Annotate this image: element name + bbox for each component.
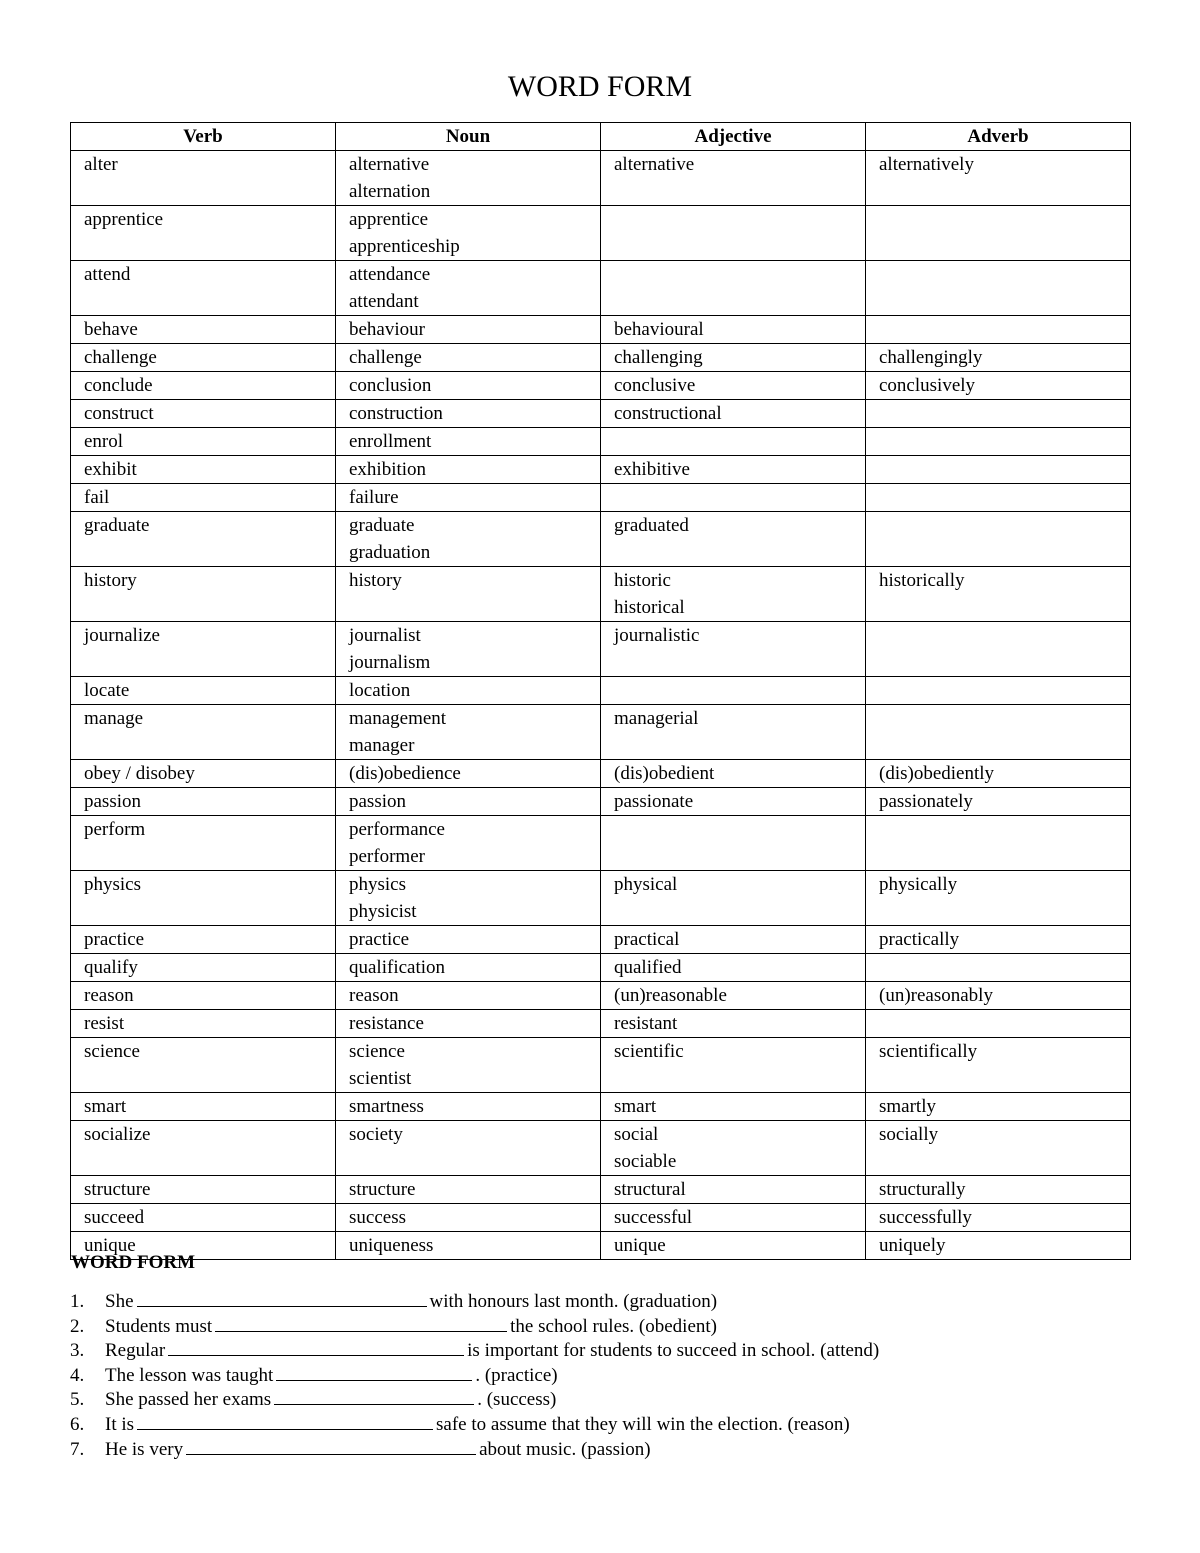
word-noun: failure [349,487,399,508]
word-noun: performance [349,819,445,840]
answer-blank [274,1388,474,1405]
table-cell-noun [336,567,601,622]
table-cell-verb [71,456,336,484]
word-verb: alter [84,154,118,175]
word-adverb: successfully [879,1207,972,1228]
table-cell-noun [336,1176,601,1204]
word-adverb: scientifically [879,1041,978,1062]
word-noun: journalist [349,625,421,646]
table-cell-adverb [866,816,1131,871]
word-verb: perform [84,819,146,840]
answer-blank [215,1315,507,1332]
word-noun: scientist [349,1068,412,1089]
table-cell-noun [336,788,601,816]
exercise-item [70,1339,1130,1364]
table-cell-adverb [866,926,1131,954]
table-cell-adjective [601,567,866,622]
table-cell-verb [71,372,336,400]
table-row [71,816,1131,871]
table-cell-adjective [601,344,866,372]
table-cell-adjective [601,1038,866,1093]
table-cell-adverb [866,567,1131,622]
exercise-heading: WORD FORM [71,1252,196,1273]
word-adverb: physically [879,874,958,895]
table-row [71,705,1131,760]
table-cell-verb [71,344,336,372]
table-cell-adjective [601,926,866,954]
word-adjective: journalistic [614,625,700,646]
table-cell-adjective [601,400,866,428]
word-noun: apprenticeship [349,236,460,257]
word-verb: manage [84,708,144,729]
word-noun: challenge [349,347,422,368]
table-cell-noun [336,954,601,982]
word-adjective: resistant [614,1013,678,1034]
table-row [71,982,1131,1010]
table-cell-noun [336,261,601,316]
table-cell-noun [336,1121,601,1176]
table-cell-noun [336,428,601,456]
table-row [71,788,1131,816]
table-cell-adjective [601,316,866,344]
table-row [71,428,1131,456]
exercise-text-after: about music. (passion) [479,1438,651,1460]
word-noun: smartness [349,1096,424,1117]
word-noun: construction [349,403,443,424]
table-cell-verb [71,261,336,316]
word-form-table [70,122,1131,1260]
word-adverb: (dis)obediently [879,763,995,784]
table-cell-noun [336,816,601,871]
word-verb: resist [84,1013,125,1034]
exercise-item [70,1388,1130,1413]
table-cell-adjective [601,456,866,484]
table-row [71,261,1131,316]
word-noun: society [349,1124,403,1145]
word-noun: physics [349,874,406,895]
table-cell-verb [71,1121,336,1176]
table-cell-adverb [866,622,1131,677]
column-header-noun: Noun [336,123,601,151]
word-verb: fail [84,487,110,508]
word-verb: reason [84,985,134,1006]
exercise-text-before: It is [105,1413,135,1435]
word-noun: history [349,570,402,591]
word-noun: alternative [349,154,430,175]
word-verb: qualify [84,957,138,978]
word-adjective: successful [614,1207,693,1228]
word-verb: science [84,1041,140,1062]
word-noun: success [349,1207,406,1228]
table-cell-noun [336,982,601,1010]
table-cell-adverb [866,677,1131,705]
table-cell-adverb [866,760,1131,788]
word-noun: performer [349,846,425,867]
word-noun: exhibition [349,459,427,480]
table-row [71,1176,1131,1204]
word-adjective: sociable [614,1151,677,1172]
table-row [71,1204,1131,1232]
table-cell-adjective [601,982,866,1010]
table-cell-verb [71,151,336,206]
table-cell-verb [71,622,336,677]
table-row [71,760,1131,788]
table-cell-adjective [601,1204,866,1232]
word-noun: qualification [349,957,446,978]
table-cell-verb [71,954,336,982]
word-noun: uniqueness [349,1235,434,1256]
exercise-item [70,1413,1130,1438]
exercise-number: 4. [70,1364,85,1386]
table-cell-adjective [601,677,866,705]
table-cell-noun [336,1232,601,1260]
word-verb: physics [84,874,141,895]
table-cell-verb [71,400,336,428]
table-cell-adverb [866,316,1131,344]
table-cell-noun [336,622,601,677]
table-cell-noun [336,871,601,926]
table-cell-noun [336,206,601,261]
exercise-number: 6. [70,1413,85,1435]
word-adjective: historic [614,570,671,591]
word-adjective: graduated [614,515,689,536]
table-cell-adverb [866,1121,1131,1176]
word-verb: behave [84,319,138,340]
word-adverb: uniquely [879,1235,946,1256]
word-noun: passion [349,791,406,812]
answer-blank [137,1413,433,1430]
table-cell-verb [71,788,336,816]
table-cell-verb [71,1204,336,1232]
table-cell-adjective [601,954,866,982]
table-header-row [71,123,1131,151]
table-cell-adjective [601,1121,866,1176]
exercise-text-before: Students must [105,1315,213,1337]
table-cell-verb [71,1093,336,1121]
table-cell-noun [336,677,601,705]
word-adjective: social [614,1124,659,1145]
word-adjective: smart [614,1096,657,1117]
word-verb: attend [84,264,131,285]
table-cell-adverb [866,151,1131,206]
table-row [71,400,1131,428]
table-cell-verb [71,1038,336,1093]
table-cell-noun [336,926,601,954]
word-adverb: challengingly [879,347,983,368]
exercise-text-before: The lesson was taught [105,1364,274,1386]
table-cell-adverb [866,705,1131,760]
word-adjective: (un)reasonable [614,985,727,1006]
word-verb: locate [84,680,130,701]
word-noun: science [349,1041,405,1062]
word-noun: graduation [349,542,431,563]
word-adjective: managerial [614,708,699,729]
word-verb: history [84,570,137,591]
table-row [71,512,1131,567]
word-verb: enrol [84,431,124,452]
table-cell-adjective [601,705,866,760]
table-cell-noun [336,1204,601,1232]
word-noun: conclusion [349,375,432,396]
word-noun: alternation [349,181,431,202]
word-noun: manager [349,735,415,756]
word-adjective: constructional [614,403,722,424]
word-adjective: practical [614,929,680,950]
table-body [71,151,1131,1260]
table-row [71,1038,1131,1093]
exercise-number: 1. [70,1291,85,1312]
word-noun: journalism [349,652,431,673]
table-cell-adverb [866,512,1131,567]
table-cell-adverb [866,1038,1131,1093]
word-adjective: behavioural [614,319,704,340]
table-cell-verb [71,206,336,261]
word-verb: smart [84,1096,127,1117]
table-cell-adverb [866,1093,1131,1121]
word-adverb: passionately [879,791,973,812]
word-adjective: passionate [614,791,694,812]
word-verb: challenge [84,347,157,368]
answer-blank [137,1290,427,1307]
table-row [71,484,1131,512]
table-cell-noun [336,372,601,400]
table-cell-verb [71,926,336,954]
word-verb: succeed [84,1207,145,1228]
table-cell-verb [71,871,336,926]
table-cell-adverb [866,982,1131,1010]
table-cell-noun [336,1093,601,1121]
exercise-list [70,1290,1130,1462]
table-cell-adjective [601,816,866,871]
exercise-text-before: Regular [105,1340,166,1362]
table-cell-noun [336,316,601,344]
word-noun: reason [349,985,399,1006]
table-cell-adjective [601,1093,866,1121]
word-adverb: alternatively [879,154,974,175]
table-cell-noun [336,1010,601,1038]
table-cell-adjective [601,788,866,816]
table-cell-adverb [866,1010,1131,1038]
table-row [71,1232,1131,1260]
word-noun: (dis)obedience [349,763,461,784]
table-row [71,316,1131,344]
table-cell-adjective [601,484,866,512]
table-cell-verb [71,705,336,760]
table-row [71,1093,1131,1121]
table-cell-verb [71,982,336,1010]
table-cell-adjective [601,206,866,261]
exercise-text-after: . (success) [477,1389,557,1411]
table-row [71,567,1131,622]
word-verb: apprentice [84,209,164,230]
table-cell-adjective [601,261,866,316]
word-verb: passion [84,791,141,812]
table-row [71,926,1131,954]
column-header-verb: Verb [71,123,336,151]
word-adverb: socially [879,1124,939,1145]
exercise-item [70,1364,1130,1389]
word-noun: enrollment [349,431,432,452]
word-verb: journalize [84,625,160,646]
table-cell-adjective [601,1010,866,1038]
word-adverb: practically [879,929,960,950]
table-cell-verb [71,428,336,456]
table-cell-adjective [601,151,866,206]
table-cell-adverb [866,428,1131,456]
table-cell-adverb [866,456,1131,484]
word-adjective: exhibitive [614,459,690,480]
exercise-item [70,1315,1130,1340]
word-verb: practice [84,929,145,950]
word-noun: location [349,680,411,701]
column-header-adjective: Adjective [601,123,866,151]
table-cell-noun [336,760,601,788]
table-cell-verb [71,677,336,705]
table-cell-adjective [601,372,866,400]
table-cell-adjective [601,428,866,456]
column-header-adverb: Adverb [866,123,1131,151]
table-cell-noun [336,344,601,372]
exercise-text-after: is important for students to succeed in school. (attend) [467,1340,880,1362]
exercise-text-before: She passed her exams [105,1389,272,1411]
table-row [71,677,1131,705]
table-row [71,1121,1131,1176]
answer-blank [276,1364,472,1381]
table-cell-adjective [601,1176,866,1204]
word-noun: graduate [349,515,415,536]
word-verb: socialize [84,1124,151,1145]
exercise-number: 7. [70,1438,85,1460]
table-cell-noun [336,705,601,760]
table-cell-noun [336,400,601,428]
table-cell-adverb [866,1176,1131,1204]
word-noun: structure [349,1179,416,1200]
table-row [71,344,1131,372]
table-cell-noun [336,484,601,512]
table-cell-adverb [866,1232,1131,1260]
table-row [71,456,1131,484]
table-cell-adverb [866,954,1131,982]
word-verb: unique [84,1235,136,1256]
exercise-text-after: . (practice) [475,1364,558,1386]
table-cell-verb [71,1176,336,1204]
exercise-text-after: the school rules. (obedient) [510,1315,717,1337]
table-cell-adverb [866,372,1131,400]
table-cell-verb [71,1010,336,1038]
exercise-text-before: She [105,1291,134,1312]
table-cell-adverb [866,1204,1131,1232]
exercise-number: 5. [70,1389,85,1411]
table-row [71,1010,1131,1038]
word-noun: attendant [349,291,419,312]
table-cell-verb [71,567,336,622]
word-noun: behaviour [349,319,425,340]
table-cell-adverb [866,400,1131,428]
word-adjective: alternative [614,154,695,175]
word-adverb: (un)reasonably [879,985,993,1006]
table-row [71,151,1131,206]
table-row [71,206,1131,261]
table-row [71,372,1131,400]
word-adjective: conclusive [614,375,696,396]
word-adjective: scientific [614,1041,684,1062]
word-noun: physicist [349,901,417,922]
word-verb: exhibit [84,459,137,480]
table-cell-noun [336,456,601,484]
table-cell-adverb [866,206,1131,261]
word-verb: graduate [84,515,150,536]
exercise-number: 3. [70,1340,85,1362]
word-verb: conclude [84,375,153,396]
table-cell-verb [71,316,336,344]
exercise-text-before: He is very [105,1438,184,1460]
word-noun: apprentice [349,209,429,230]
exercise-text-after: with honours last month. (graduation) [429,1291,718,1312]
table-row [71,954,1131,982]
table-cell-adverb [866,788,1131,816]
exercise-number: 2. [70,1315,85,1337]
exercise-text-after: safe to assume that they will win the election. (reason) [436,1413,850,1435]
word-adjective: unique [614,1235,666,1256]
word-noun: attendance [349,264,431,285]
word-noun: resistance [349,1013,424,1034]
word-adverb: structurally [879,1179,966,1200]
table-cell-adverb [866,484,1131,512]
table-cell-verb [71,484,336,512]
word-adverb: smartly [879,1096,936,1117]
word-adjective: historical [614,597,685,618]
word-verb: construct [84,403,154,424]
word-adjective: qualified [614,957,682,978]
answer-blank [186,1438,476,1455]
table-cell-verb [71,760,336,788]
table-cell-adjective [601,622,866,677]
table-cell-adverb [866,344,1131,372]
word-adjective: (dis)obedient [614,763,715,784]
table-cell-adjective [601,512,866,567]
word-noun: practice [349,929,410,950]
word-adverb: conclusively [879,375,976,396]
word-adjective: challenging [614,347,703,368]
table-cell-noun [336,1038,601,1093]
word-adjective: structural [614,1179,686,1200]
table-cell-verb [71,512,336,567]
table-cell-adverb [866,871,1131,926]
word-noun: management [349,708,447,729]
page-title: WORD FORM [507,70,693,103]
table-cell-verb [71,816,336,871]
answer-blank [168,1339,464,1356]
word-verb: structure [84,1179,151,1200]
word-adverb: historically [879,570,965,591]
word-adjective: physical [614,874,678,895]
table-row [71,622,1131,677]
table-cell-noun [336,512,601,567]
exercise-item [70,1438,1130,1463]
table-cell-adjective [601,760,866,788]
word-verb: obey / disobey [84,763,195,784]
table-cell-adjective [601,1232,866,1260]
exercise-item [70,1290,1130,1315]
table-row [71,871,1131,926]
table-cell-adjective [601,871,866,926]
table-cell-noun [336,151,601,206]
table-cell-adverb [866,261,1131,316]
